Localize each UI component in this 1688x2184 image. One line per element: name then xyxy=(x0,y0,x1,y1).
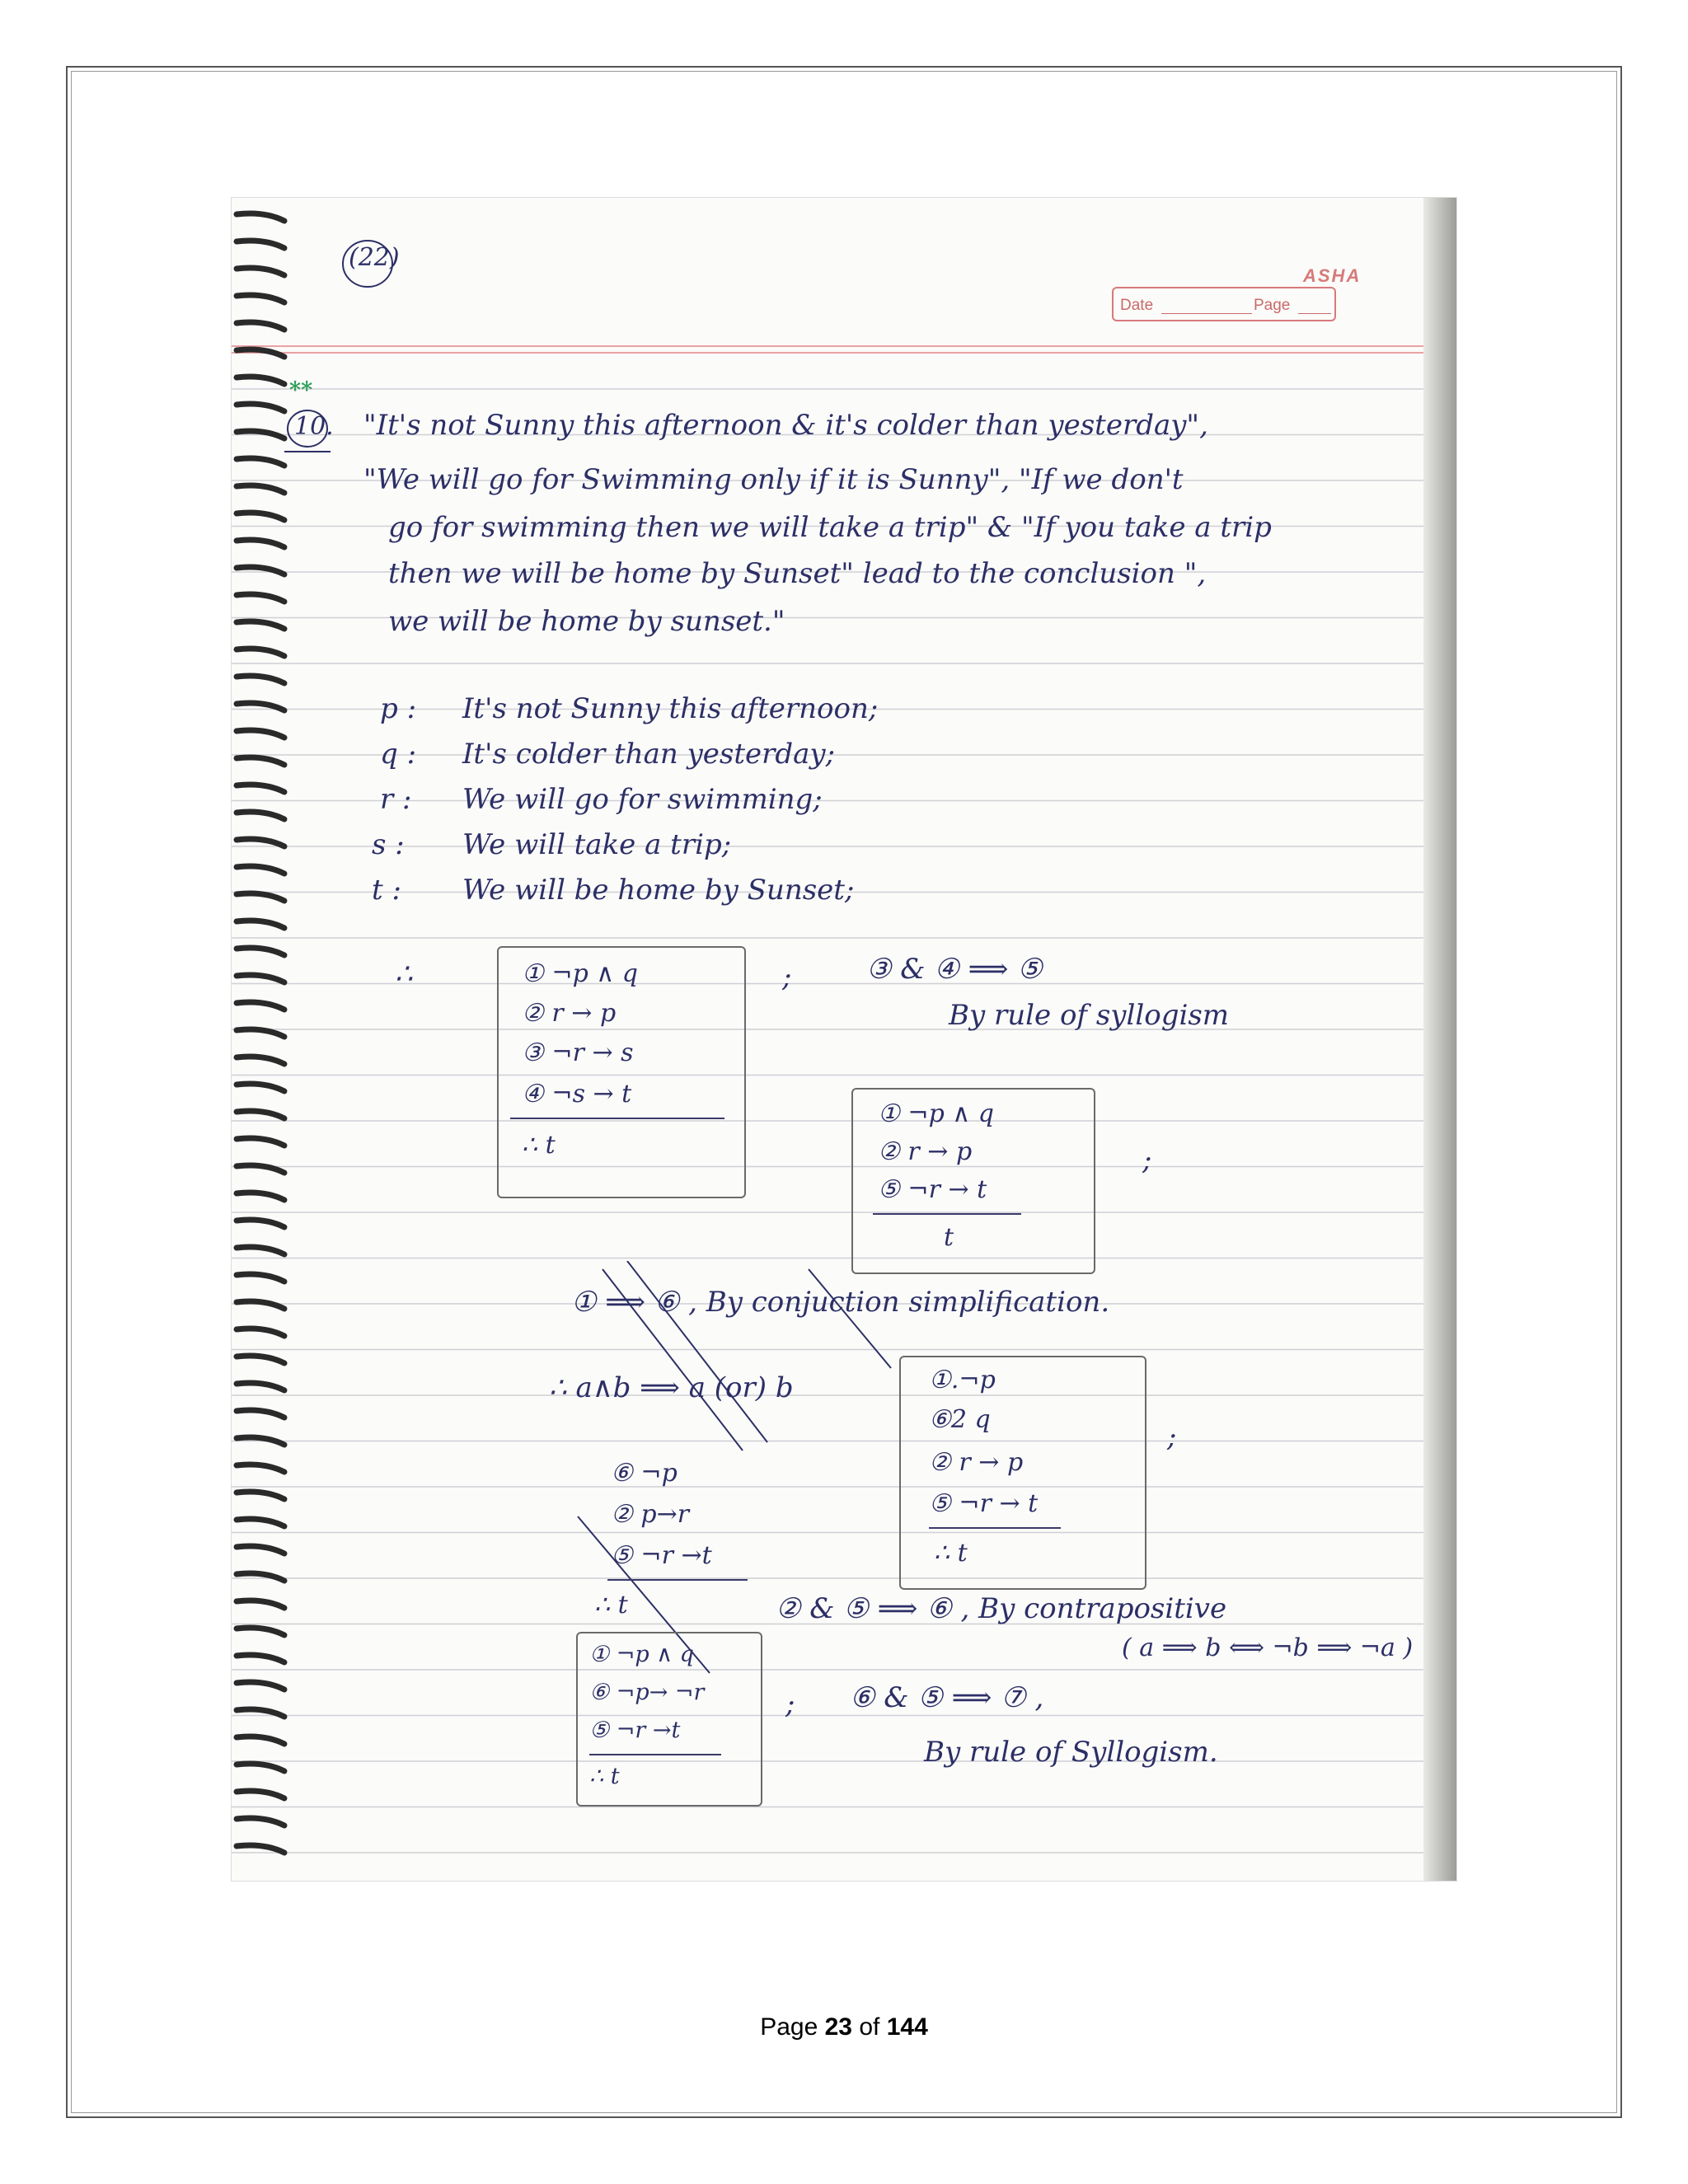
prop-symbol-q: q : xyxy=(380,738,417,771)
star-mark: ** xyxy=(289,377,313,403)
premise-box-1 xyxy=(497,946,746,1198)
problem-line-1: "It's not Sunny this afternoon & it's colder than yesterday", xyxy=(363,409,1208,442)
step4-label: ⑥ & ⑤ ⟹ ⑦ , xyxy=(850,1681,1044,1714)
step3-rule: ( a ⟹ b ⟺ ¬b ⟹ ¬a ) xyxy=(1122,1633,1414,1662)
step4-rule: By rule of Syllogism. xyxy=(924,1736,1218,1769)
box4-line-2: ② p→r xyxy=(611,1500,690,1529)
box2-line-2: ② r → p xyxy=(878,1137,973,1166)
step2-label: ① ⟹ ⑥ , By conjuction simplification. xyxy=(571,1286,1110,1319)
step1-label: ③ & ④ ⟹ ⑤ xyxy=(866,953,1043,986)
problem-line-2: "We will go for Swimming only if it is Sunny", "If we don't xyxy=(363,463,1184,496)
page-label: Page xyxy=(1254,297,1291,314)
notebook-page-number: (22) xyxy=(349,243,400,272)
prop-text-r: We will go for swimming; xyxy=(462,783,823,816)
box3-conclusion: ∴ t xyxy=(934,1539,968,1568)
premise-box-3 xyxy=(899,1356,1146,1590)
prop-symbol-s: s : xyxy=(372,828,405,861)
box2-line-3: ⑤ ¬r → t xyxy=(878,1175,987,1204)
box4-line-3: ⑤ ¬r →t xyxy=(611,1541,712,1570)
box2-separator: ; xyxy=(1142,1144,1152,1177)
problem-number: 10. xyxy=(294,412,334,441)
footer-total-pages: 144 xyxy=(886,2013,928,2041)
box1-conclusion: ∴ t xyxy=(522,1131,556,1160)
date-page-box xyxy=(1112,287,1336,321)
box1-line-4: ④ ¬s → t xyxy=(522,1080,632,1108)
prop-symbol-t: t : xyxy=(372,874,401,907)
rule-line: ∴ a∧b ⟹ a (or) b xyxy=(549,1371,794,1404)
box1-line-2: ② r → p xyxy=(522,999,617,1028)
date-label: Date xyxy=(1120,297,1154,314)
problem-line-3: go for swimming then we will take a trip" & "If you take a trip xyxy=(388,511,1272,544)
box5-separator: ; xyxy=(785,1688,795,1721)
box3-line-2: ⑥2 q xyxy=(929,1405,991,1434)
page-footer xyxy=(0,2013,1688,2041)
step1-separator: ; xyxy=(782,961,792,994)
box5-line-2: ⑥ ¬p→ ¬r xyxy=(589,1680,705,1705)
footer-prefix: Page xyxy=(760,2013,825,2041)
notebook-photo xyxy=(232,198,1456,1881)
problem-line-4: then we will be home by Sunset" lead to the conclusion ", xyxy=(388,557,1207,590)
box3-line-4: ⑤ ¬r → t xyxy=(929,1489,1039,1518)
box5-line-3: ⑤ ¬r →t xyxy=(589,1718,681,1743)
premise-box-5 xyxy=(576,1632,762,1807)
box4-conclusion: ∴ t xyxy=(594,1591,628,1619)
step3-label: ② & ⑤ ⟹ ⑥ , By contrapositive xyxy=(776,1592,1227,1625)
box3-line-1: ①.¬p xyxy=(929,1366,996,1394)
box1-line-1: ① ¬p ∧ q xyxy=(522,959,639,988)
problem-line-5: we will be home by sunset." xyxy=(388,605,785,638)
box4-line-1: ⑥ ¬p xyxy=(611,1459,678,1488)
box5-line-1: ① ¬p ∧ q xyxy=(589,1642,694,1667)
prop-symbol-p: p : xyxy=(380,692,417,725)
box2-conclusion: t xyxy=(944,1223,954,1252)
box2-line-1: ① ¬p ∧ q xyxy=(878,1099,995,1128)
box1-line-3: ③ ¬r → s xyxy=(522,1038,634,1067)
box3-line-3: ② r → p xyxy=(929,1448,1024,1477)
premise-box-2 xyxy=(851,1088,1095,1274)
box5-conclusion: ∴ t xyxy=(589,1764,620,1789)
footer-middle: of xyxy=(852,2013,887,2041)
notebook-brand: ASHA xyxy=(1303,265,1362,286)
prop-text-t: We will be home by Sunset; xyxy=(462,874,855,907)
box3-separator: ; xyxy=(1167,1421,1177,1454)
prop-symbol-r: r : xyxy=(380,783,412,816)
prop-text-q: It's colder than yesterday; xyxy=(462,738,836,771)
prop-text-s: We will take a trip; xyxy=(462,828,732,861)
prop-text-p: It's not Sunny this afternoon; xyxy=(462,692,879,725)
step1-rule: By rule of syllogism xyxy=(949,999,1230,1032)
footer-current-page: 23 xyxy=(824,2013,852,2041)
therefore-symbol: ∴ xyxy=(395,958,413,991)
